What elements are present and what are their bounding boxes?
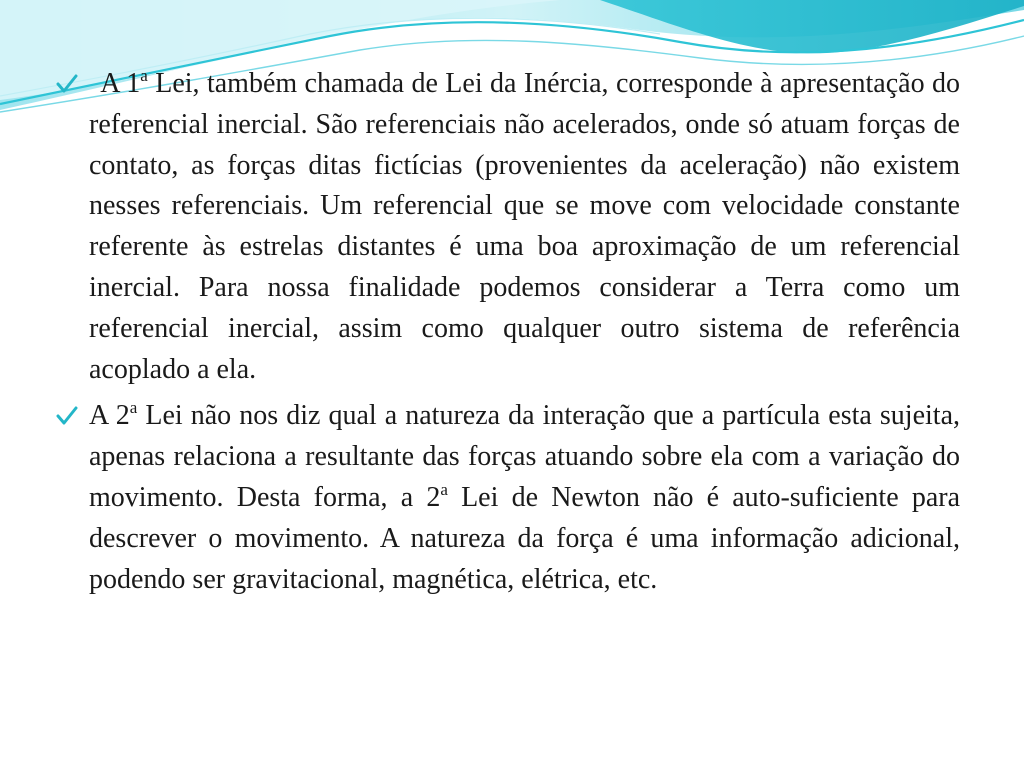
bullet-body-part-1: Lei não nos diz qual a natureza da interação que a partícula esta sujeita, apenas relaciona a resultante das forças atuando sobre ela com a variação do movimento. Desta forma, a 2 (89, 400, 960, 513)
bullet-first-law (56, 64, 960, 390)
slide-body (56, 64, 960, 600)
bullet-text (89, 64, 960, 390)
bullet-lead: A 1 (100, 68, 141, 99)
bullet-text (89, 396, 960, 600)
bullet-body: Lei, também chamada de Lei da Inércia, corresponde à apresentação do referencial inercial. São referenciais não acelerados, onde só atuam forças de contato, as forças ditas fictícias (provenientes da aceleração) não existem nesses referenciais. Um referencial que se move com velocidade constante referente às estrelas distantes é uma boa aproximação de um referencial inercial. Para nossa finalidade podemos considerar a Terra como um referencial inercial, assim como qualquer outro sistema de referência acoplado a ela. (89, 68, 960, 385)
superscript-ordinal: a (440, 479, 448, 499)
bullet-lead: A 2 (89, 400, 130, 432)
checkmark-icon (56, 74, 78, 94)
superscript-ordinal: a (129, 398, 138, 418)
checkmark-icon (56, 406, 78, 426)
bullet-second-law (56, 396, 960, 600)
bullet-body-part-2: Lei de Newton não é auto-suficiente para descrever o movimento. A natureza da força é uma informação adicional, podendo ser gravitacional, magnética, elétrica, etc. (89, 481, 960, 595)
superscript-ordinal: a (140, 66, 148, 85)
